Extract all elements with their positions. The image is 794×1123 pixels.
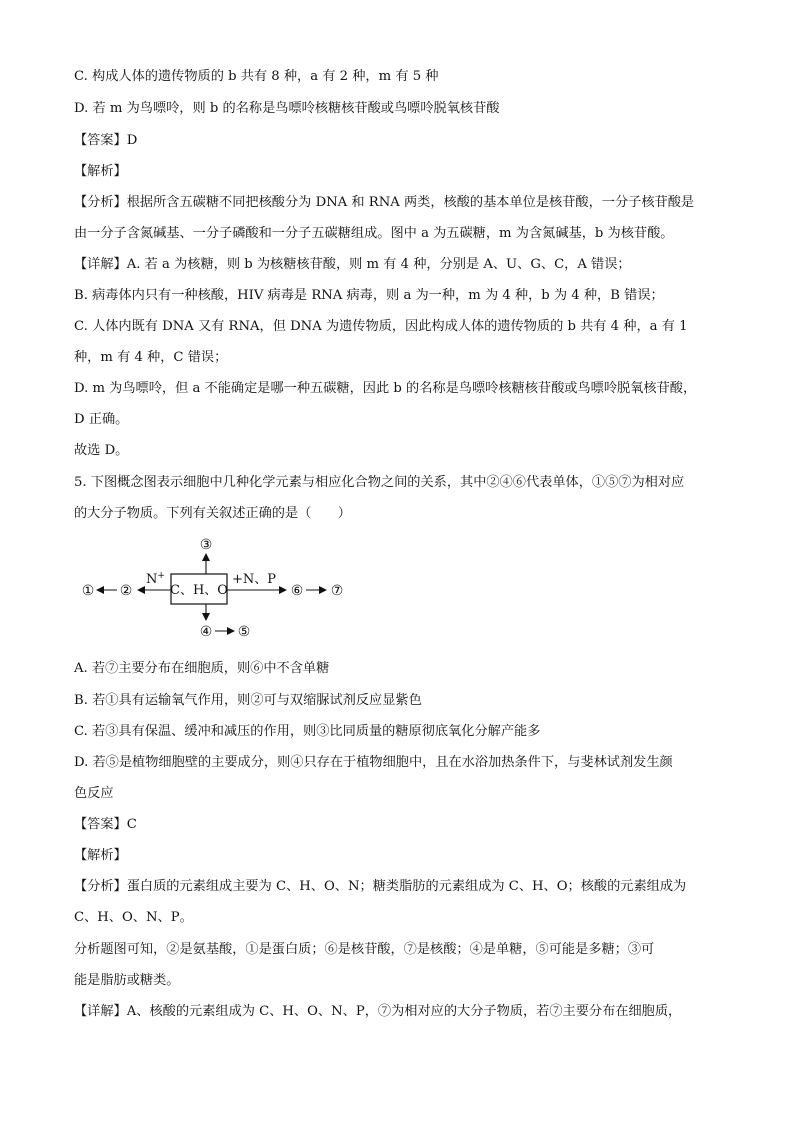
option-b-text: B. 若①具有运输氧气作用，则②可与双缩脲试剂反应显紫色	[74, 693, 422, 708]
concept-diagram-svg	[74, 532, 374, 642]
detail-line: 种，m 有 4 种，C 错误；	[74, 350, 228, 365]
answer-label: 【答案】D	[74, 133, 138, 148]
analysis-line: C、H、O、N、P。	[74, 910, 193, 925]
detail-line: C. 人体内既有 DNA 又有 RNA，但 DNA 为遗传物质，因此构成人体的遗传物质的 b 共有 4 种，a 有 1	[74, 319, 688, 334]
left-label: N+	[146, 571, 165, 587]
detail-line: 【详解】A、核酸的元素组成为 C、H、O、N、P，⑦为相对应的大分子物质，若⑦主要分布在细胞质，	[74, 1004, 682, 1019]
analysis-line: 【分析】蛋白质的元素组成主要为 C、H、O、N；糖类脂肪的元素组成为 C、H、O；核酸的元素组成为	[74, 879, 687, 894]
option-c-text: C. 构成人体的遗传物质的 b 共有 8 种，a 有 2 种，m 有 5 种	[74, 69, 439, 84]
node-2: ②	[119, 583, 133, 599]
detail-line: B. 病毒体内只有一种核酸，HIV 病毒是 RNA 病毒，则 a 为一种，m 为 4 种，b 为 4 种，B 错误；	[74, 288, 664, 303]
option-c-text: C. 若③具有保温、缓冲和减压的作用，则③比同质量的糖原彻底氧化分解产能多	[74, 724, 541, 739]
option-a-text: A. 若⑦主要分布在细胞质，则⑥中不含单糖	[74, 661, 330, 676]
detail-line: D 正确。	[74, 412, 129, 427]
question-5-stem: 5. 下图概念图表示细胞中几种化学元素与相应化合物之间的关系，其中②④⑥代表单体，①⑤⑦为相对应	[74, 475, 685, 490]
analysis-line: 能是脂肪或糖类。	[74, 973, 180, 988]
analysis-label: 【解析】	[74, 164, 127, 179]
answer-label: 【答案】C	[74, 817, 137, 832]
concept-diagram	[74, 532, 374, 642]
option-d-text: 色反应	[74, 786, 114, 801]
option-d-text: D. 若⑤是植物细胞壁的主要成分，则④只存在于植物细胞中，且在水浴加热条件下，与斐林试剂发生颜	[74, 755, 673, 770]
node-1: ①	[81, 583, 95, 599]
option-d-text: D. 若 m 为鸟嘌呤，则 b 的名称是鸟嘌呤核糖核苷酸或鸟嘌呤脱氧核苷酸	[74, 101, 500, 116]
analysis-line: 【分析】根据所含五碳糖不同把核酸分为 DNA 和 RNA 两类，核酸的基本单位是核苷酸，一分子核苷酸是	[74, 195, 695, 210]
node-4: ④	[199, 624, 213, 640]
node-6: ⑥	[290, 583, 304, 599]
conclusion-line: 故选 D。	[74, 443, 129, 458]
analysis-line: 分析题图可知，②是氨基酸，①是蛋白质；⑥是核苷酸，⑦是核酸；④是单糖，⑤可能是多糖；③可	[74, 942, 655, 957]
analysis-line: 由一分子含氮碱基、一分子磷酸和一分子五碳糖组成。图中 a 为五碳糖，m 为含氮碱基，b 为核苷酸。	[74, 226, 674, 241]
node-7: ⑦	[330, 583, 344, 599]
analysis-label: 【解析】	[74, 848, 127, 863]
detail-line: 【详解】A. 若 a 为核糖，则 b 为核糖核苷酸，则 m 有 4 种，分别是 A、U、G、C，A 错误；	[74, 257, 631, 272]
detail-line: D. m 为鸟嘌呤，但 a 不能确定是哪一种五碳糖，因此 b 的名称是鸟嘌呤核糖核苷酸或鸟嘌呤脱氧核苷酸，	[74, 381, 697, 396]
node-3: ③	[199, 537, 213, 553]
node-5: ⑤	[237, 624, 251, 640]
question-5-stem: 的大分子物质。下列有关叙述正确的是（ ）	[74, 506, 351, 521]
right-label: +N、P	[232, 572, 277, 587]
center-label: C、H、O	[170, 583, 228, 598]
